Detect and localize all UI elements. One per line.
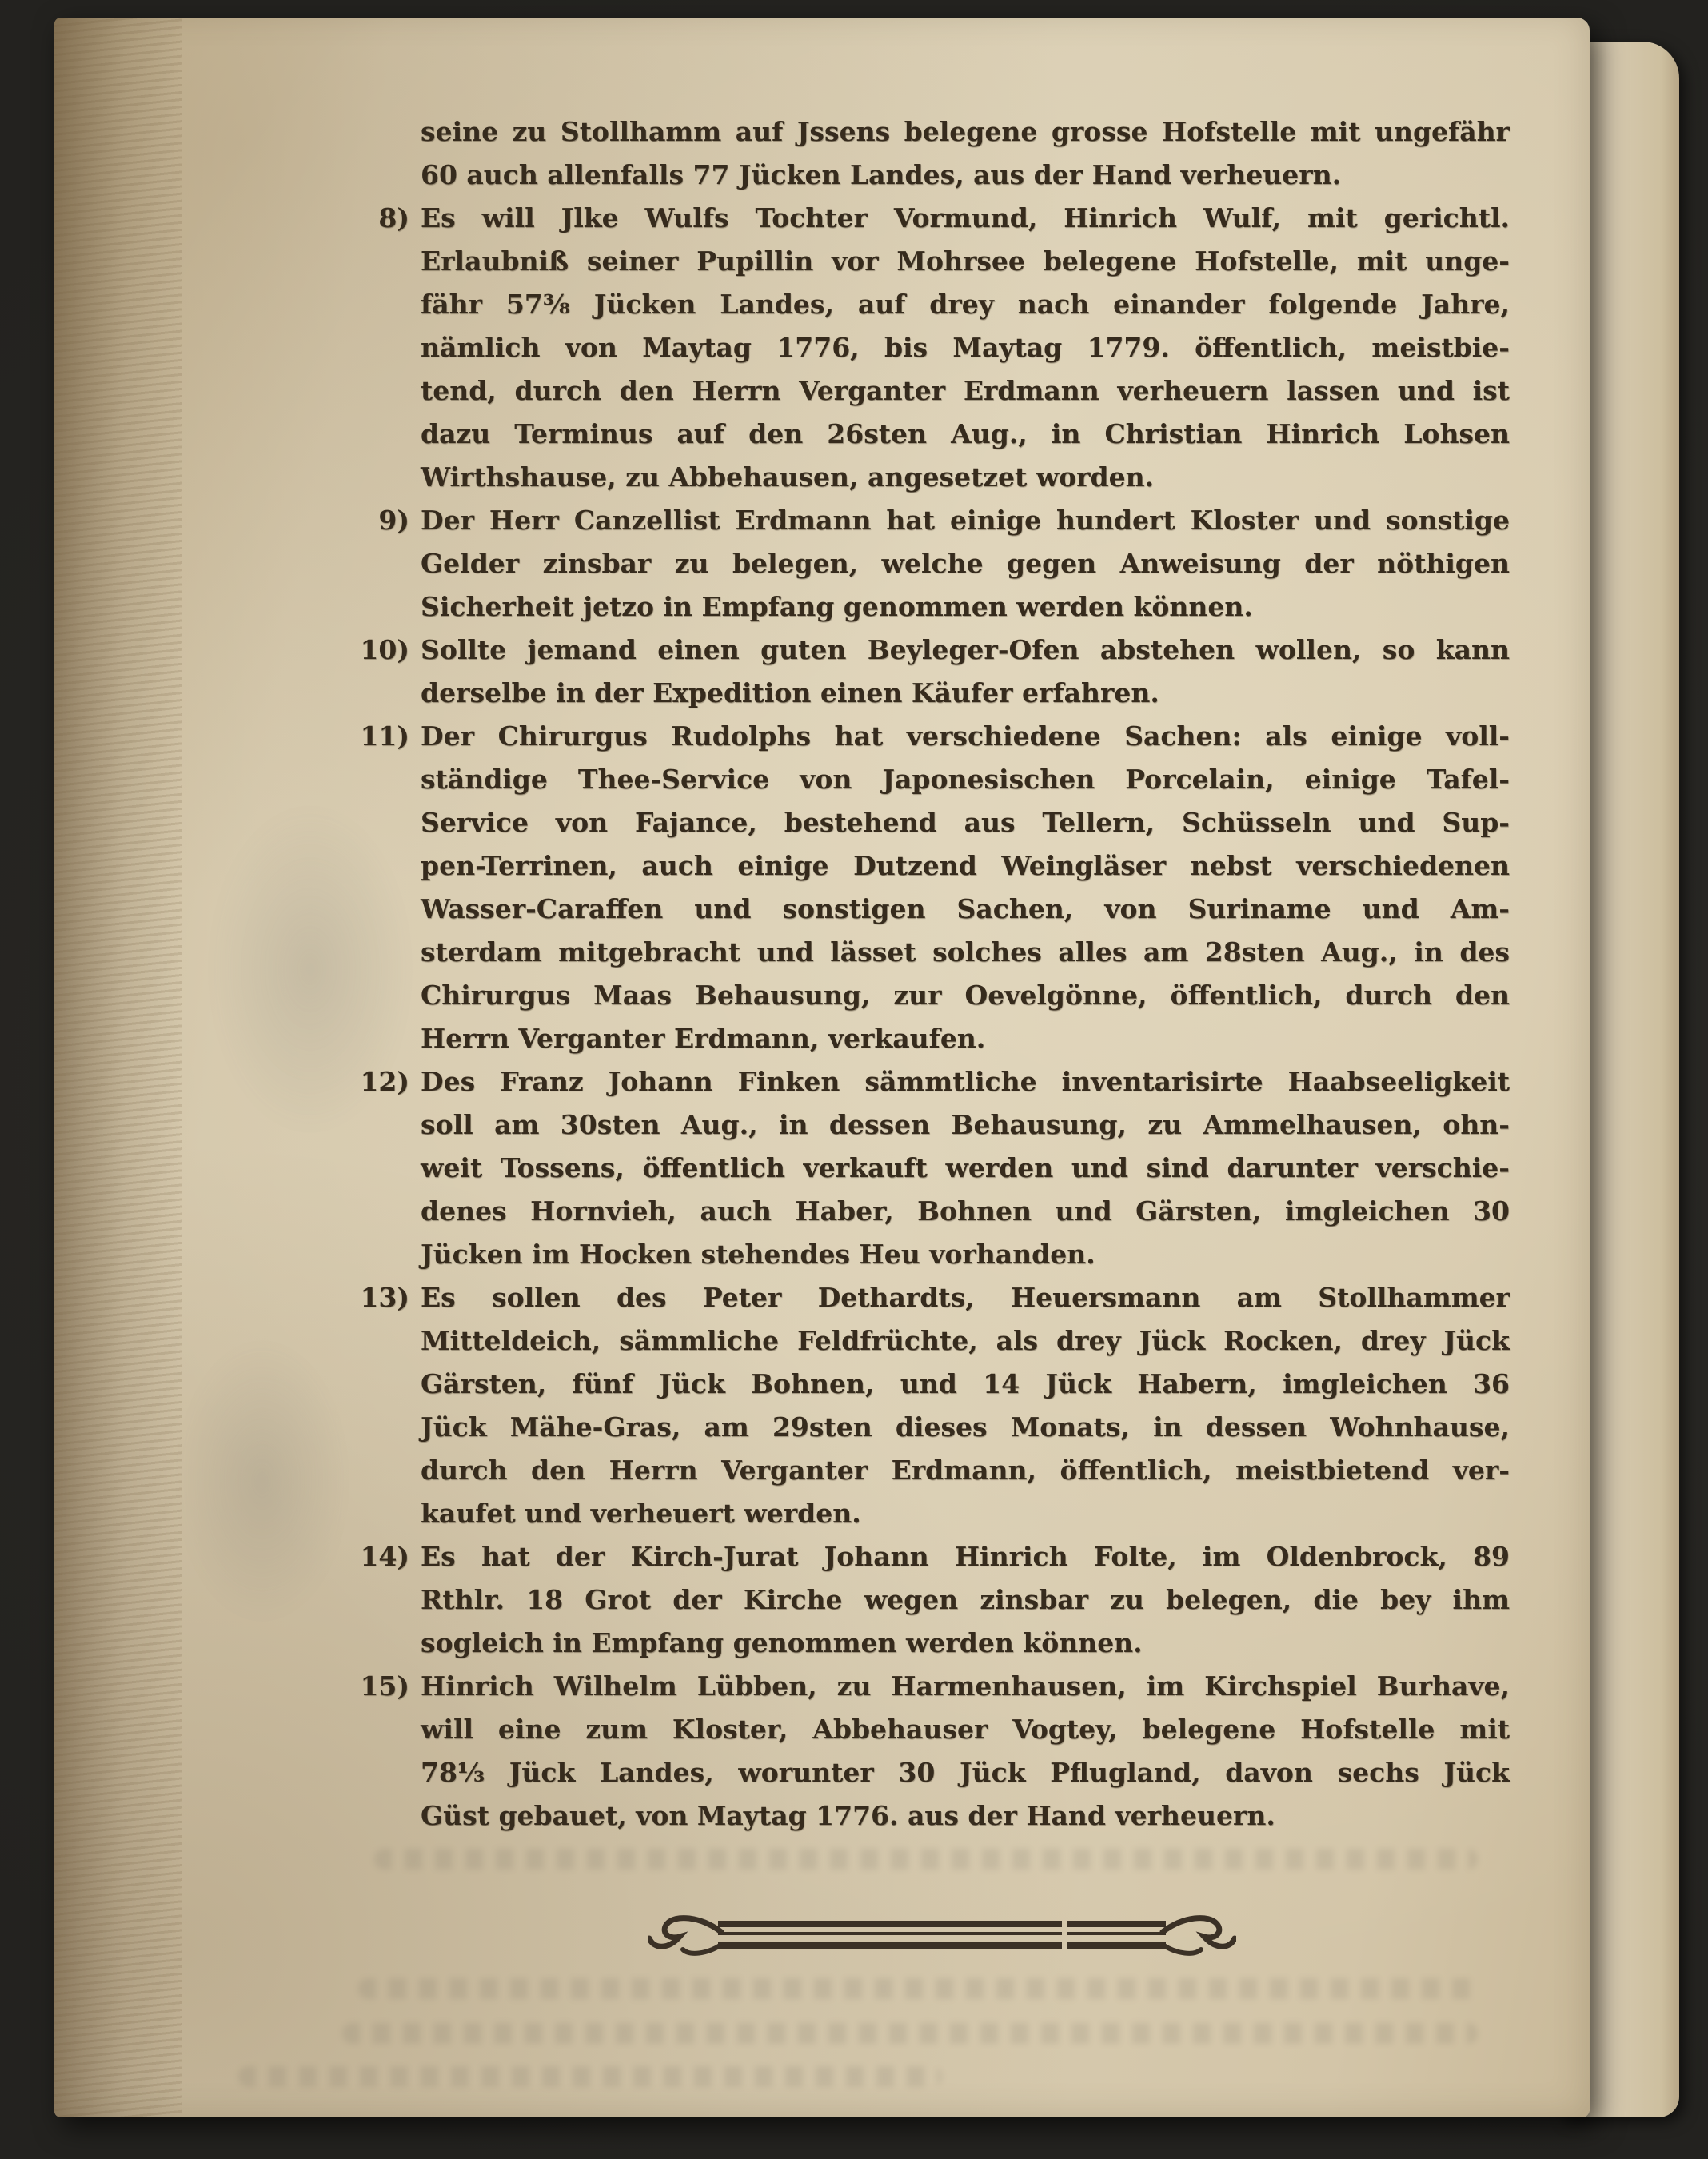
tailpiece-rule-ornament xyxy=(648,1910,1236,1962)
text-line: sterdam mitgebracht und lässet solches alles am 28sten Aug., in des xyxy=(421,936,1510,968)
text-line: Wirthshause, zu Abbehausen, angesetzet worden. xyxy=(421,461,1155,493)
book-page xyxy=(54,18,1590,2117)
item-number: 13) xyxy=(360,1282,409,1313)
text-line: Es will Jlke Wulfs Tochter Vormund, Hinrich Wulf, mit gerichtl. xyxy=(421,202,1510,233)
spine-page-stack-edge xyxy=(54,18,182,2117)
list-item xyxy=(352,499,1510,629)
item-text xyxy=(421,715,1510,1060)
list-item xyxy=(352,629,1510,715)
text-line: Wasser-Caraffen und sonstigen Sachen, von Suriname und Am- xyxy=(421,893,1510,924)
text-line: Herrn Verganter Erdmann, verkaufen. xyxy=(421,1023,986,1054)
text-line: Sollte jemand einen guten Beyleger-Ofen abstehen wollen, so kann xyxy=(421,634,1510,665)
text-line: Gelder zinsbar zu belegen, welche gegen Anweisung der nöthigen xyxy=(421,548,1510,579)
text-block xyxy=(352,110,1510,1838)
text-line: Güst gebauet, von Maytag 1776. aus der Hand verheuern. xyxy=(421,1800,1275,1831)
text-line: denes Hornvieh, auch Haber, Bohnen und Gärsten, imgleichen 30 xyxy=(421,1195,1510,1227)
ink-bleed-mark xyxy=(174,1337,350,1625)
text-line: Chirurgus Maas Behausung, zur Oevelgönne, öffentlich, durch den xyxy=(421,980,1510,1011)
item-number: 15) xyxy=(360,1670,409,1702)
text-line: pen-Terrinen, auch einige Dutzend Weingläser nebst verschiedenen xyxy=(421,850,1510,881)
text-line: fähr 57⅜ Jücken Landes, auf drey nach einander folgende Jahre, xyxy=(421,289,1510,320)
item-text xyxy=(421,1060,1510,1276)
intro-paragraph xyxy=(421,110,1510,197)
item-text xyxy=(421,629,1510,715)
item-number: 9) xyxy=(378,505,409,536)
text-line: dazu Terminus auf den 26sten Aug., in Christian Hinrich Lohsen xyxy=(421,418,1510,449)
text-line: Jück Mähe-Gras, am 29sten dieses Monats, in dessen Wohnhause, xyxy=(421,1411,1510,1443)
text-line: Rthlr. 18 Grot der Kirche wegen zinsbar zu belegen, die bey ihm xyxy=(421,1584,1510,1615)
text-line: Es hat der Kirch-Jurat Johann Hinrich Folte, im Oldenbrock, 89 xyxy=(421,1541,1510,1572)
text-line: derselbe in der Expedition einen Käufer erfahren. xyxy=(421,677,1159,708)
text-line: Service von Fajance, bestehend aus Tellern, Schüsseln und Sup- xyxy=(421,807,1510,838)
item-text xyxy=(421,499,1510,629)
item-text xyxy=(421,1535,1510,1665)
text-line: nämlich von Maytag 1776, bis Maytag 1779. öffentlich, meistbie- xyxy=(421,332,1510,363)
show-through-text xyxy=(342,2023,1478,2044)
text-line: Des Franz Johann Finken sämmtliche inventarisirte Haabseeligkeit xyxy=(421,1066,1510,1097)
item-number: 12) xyxy=(360,1066,409,1097)
show-through-text xyxy=(358,1978,1478,1999)
text-line: durch den Herrn Verganter Erdmann, öffentlich, meistbietend ver- xyxy=(421,1455,1510,1486)
list-item xyxy=(352,1060,1510,1276)
text-line: soll am 30sten Aug., in dessen Behausung, zu Ammelhausen, ohn- xyxy=(421,1109,1510,1140)
text-line: Der Chirurgus Rudolphs hat verschiedene Sachen: als einige voll- xyxy=(421,720,1510,752)
text-line: Es sollen des Peter Dethardts, Heuersmann am Stollhammer xyxy=(421,1282,1510,1313)
list-item xyxy=(352,1535,1510,1665)
text-line: 78⅓ Jück Landes, worunter 30 Jück Pflugland, davon sechs Jück xyxy=(421,1757,1510,1788)
text-line: will eine zum Kloster, Abbehauser Vogtey, belegene Hofstelle mit xyxy=(421,1714,1510,1745)
text-line: kaufet und verheuert werden. xyxy=(421,1498,861,1529)
text-line: tend, durch den Herrn Verganter Erdmann verheuern lassen und ist xyxy=(421,375,1510,406)
text-line: Gärsten, fünf Jück Bohnen, und 14 Jück Habern, imgleichen 36 xyxy=(421,1368,1510,1399)
list-item xyxy=(352,1276,1510,1535)
text-line: Sicherheit jetzo in Empfang genommen werden können. xyxy=(421,591,1253,622)
list-item xyxy=(352,1665,1510,1838)
text-line: 60 auch allenfalls 77 Jücken Landes, aus der Hand verheuern. xyxy=(421,159,1342,190)
show-through-text xyxy=(238,2066,942,2087)
text-line: Hinrich Wilhelm Lübben, zu Harmenhausen, im Kirchspiel Burhave, xyxy=(421,1670,1510,1702)
item-text xyxy=(421,1665,1510,1838)
text-line: Erlaubniß seiner Pupillin vor Mohrsee belegene Hofstelle, mit unge- xyxy=(421,245,1510,277)
text-line: Der Herr Canzellist Erdmann hat einige hundert Kloster und sonstige xyxy=(421,505,1510,536)
text-line: ständige Thee-Service von Japonesischen Porcelain, einige Tafel- xyxy=(421,764,1510,795)
item-number: 8) xyxy=(378,202,409,233)
item-number: 11) xyxy=(360,720,409,752)
item-number: 14) xyxy=(360,1541,409,1572)
item-text xyxy=(421,1276,1510,1535)
show-through-text xyxy=(374,1849,1478,1870)
text-line: sogleich in Empfang genommen werden können. xyxy=(421,1627,1143,1658)
text-line: Mitteldeich, sämmliche Feldfrüchte, als drey Jück Rocken, drey Jück xyxy=(421,1325,1510,1356)
items-list xyxy=(352,197,1510,1838)
list-item xyxy=(352,715,1510,1060)
text-line: weit Tossens, öffentlich verkauft werden und sind darunter verschie- xyxy=(421,1152,1510,1183)
item-text xyxy=(421,197,1510,499)
tailpiece-flourish-icon xyxy=(648,1910,1236,1962)
text-line: seine zu Stollhamm auf Jssens belegene grosse Hofstelle mit ungefähr xyxy=(421,116,1510,147)
list-item xyxy=(352,197,1510,499)
item-number: 10) xyxy=(360,634,409,665)
text-line: Jücken im Hocken stehendes Heu vorhanden. xyxy=(421,1239,1095,1270)
